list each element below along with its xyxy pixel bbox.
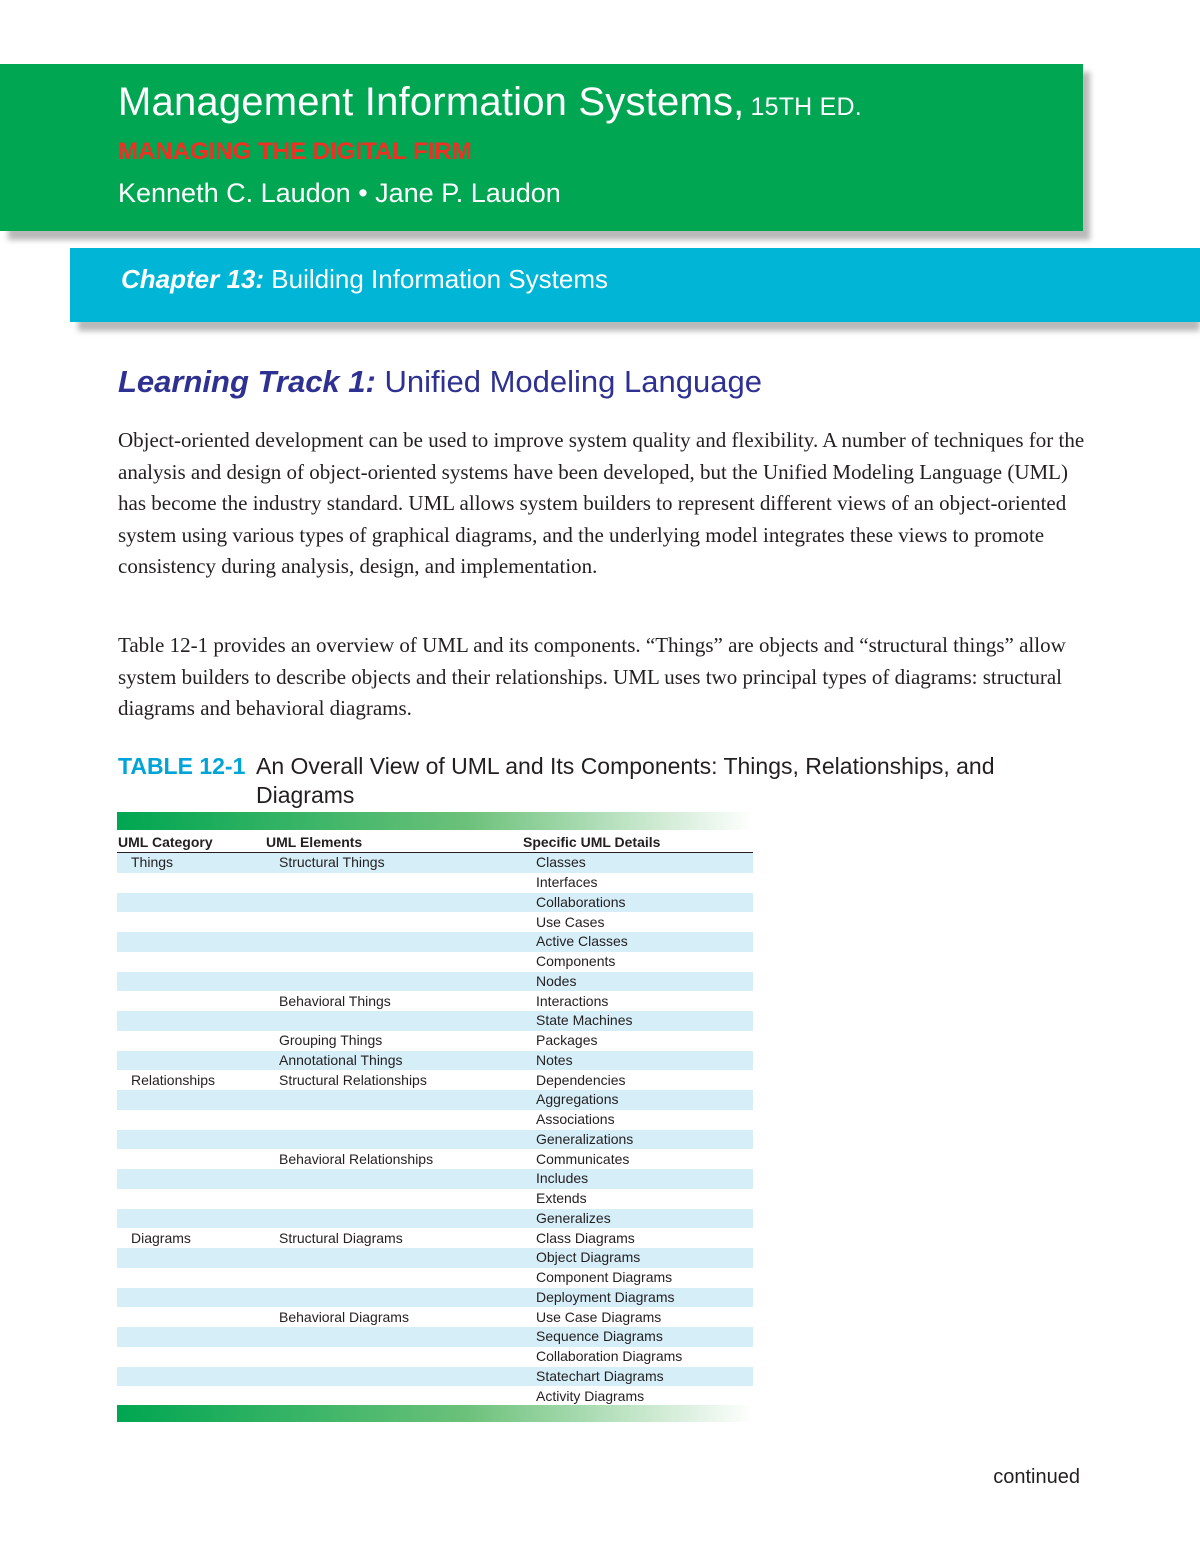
cell-uml-detail: Use Cases — [536, 913, 605, 930]
cell-uml-detail: Communicates — [536, 1150, 630, 1167]
cell-uml-detail: State Machines — [522, 1011, 753, 1031]
header-specific-details: Specific UML Details — [522, 832, 753, 853]
cell-uml-detail: Notes — [522, 1051, 753, 1071]
cell-uml-detail: Classes — [522, 853, 753, 873]
cell-uml-detail: Components — [536, 953, 616, 970]
cell-uml-element — [265, 1268, 522, 1288]
table-row — [117, 1367, 753, 1387]
cell-uml-category — [117, 1169, 265, 1189]
cell-uml-detail: Extends — [536, 1190, 587, 1207]
table-row — [117, 1209, 753, 1229]
table-row — [117, 952, 753, 972]
cell-uml-category — [117, 873, 265, 893]
cell-uml-detail: Use Case Diagrams — [536, 1308, 662, 1325]
cell-uml-category — [117, 1307, 265, 1327]
cell-uml-detail: Generalizations — [522, 1130, 753, 1150]
cell-uml-detail: Activity Diagrams — [536, 1387, 645, 1404]
table-number: TABLE 12-1 — [118, 753, 246, 779]
table-caption — [118, 752, 995, 780]
cell-uml-element: Structural Diagrams — [279, 1229, 403, 1246]
cell-uml-category — [117, 1327, 265, 1347]
cell-uml-detail: Collaborations — [522, 893, 753, 913]
table-row — [117, 1386, 753, 1406]
book-title-text: Management Information Systems, — [118, 80, 745, 124]
cell-uml-element — [265, 1367, 522, 1387]
learning-track-label: Learning Track 1: — [118, 364, 376, 399]
cell-uml-element — [265, 1130, 522, 1150]
table-row — [117, 1149, 753, 1169]
table-row — [117, 1268, 753, 1288]
intro-paragraph: Object-oriented development can be used to improve system quality and flexibility. A number of techniques for the analysis and design of object-oriented systems have been developed, but the Unified Modeling Language (UML) has become the industry standard. UML allows system builders to represent different views of an object-oriented system using various types of graphical diagrams, and the underlying model integrates these views to promote consistency during analysis, design, and implementation. — [118, 428, 1085, 579]
cell-uml-element — [265, 1248, 522, 1268]
table-row — [117, 1011, 753, 1031]
table-row — [117, 1228, 753, 1248]
cell-uml-detail: Collaboration Diagrams — [536, 1348, 683, 1365]
cell-uml-category — [117, 1288, 265, 1308]
cell-uml-category — [117, 932, 265, 952]
cell-uml-detail: Includes — [522, 1169, 753, 1189]
cell-uml-detail: Active Classes — [522, 932, 753, 952]
cell-uml-detail: Statechart Diagrams — [522, 1367, 753, 1387]
uml-table — [117, 832, 753, 1406]
chapter-label: Chapter 13: — [121, 264, 265, 294]
learning-track-title: Unified Modeling Language — [384, 364, 762, 399]
table-row — [117, 1031, 753, 1051]
cell-uml-detail: Interactions — [536, 992, 609, 1009]
table-row — [117, 1090, 753, 1110]
table-row — [117, 873, 753, 893]
cell-uml-element — [265, 1209, 522, 1229]
cell-uml-element — [265, 972, 522, 992]
chapter-title: Building Information Systems — [271, 264, 608, 294]
table-row — [117, 912, 753, 932]
book-subtitle: MANAGING THE DIGITAL FIRM — [118, 138, 472, 165]
cell-uml-category — [117, 1386, 265, 1406]
cell-uml-category — [117, 1248, 265, 1268]
cell-uml-detail: Generalizes — [522, 1209, 753, 1229]
cell-uml-element: Grouping Things — [279, 1032, 383, 1049]
table-row — [117, 1248, 753, 1268]
table-row — [117, 932, 753, 952]
cell-uml-element — [265, 932, 522, 952]
cell-uml-element: Annotational Things — [265, 1051, 522, 1071]
cell-uml-element — [265, 1011, 522, 1031]
table-row — [117, 853, 753, 873]
overview-paragraph: Table 12-1 provides an overview of UML and its components. “Things” are objects and “structural things” allow system builders to describe objects and their relationships. UML uses two principal types of diagrams: structural diagrams and behavioral diagrams. — [118, 633, 1066, 721]
cell-uml-element: Structural Things — [265, 853, 522, 873]
cell-uml-detail: Aggregations — [522, 1090, 753, 1110]
table-row — [117, 1070, 753, 1090]
table-row — [117, 972, 753, 992]
cell-uml-element — [265, 1090, 522, 1110]
chapter-heading — [121, 264, 608, 295]
book-title — [118, 80, 862, 125]
table-row — [117, 1327, 753, 1347]
cell-uml-category: Diagrams — [131, 1229, 191, 1246]
cell-uml-category — [117, 893, 265, 913]
cell-uml-detail: Packages — [536, 1032, 598, 1049]
cell-uml-category: Things — [117, 853, 265, 873]
cell-uml-detail: Component Diagrams — [536, 1269, 673, 1286]
cell-uml-detail: Deployment Diagrams — [522, 1288, 753, 1308]
cell-uml-element — [265, 1327, 522, 1347]
cell-uml-element — [265, 893, 522, 913]
cell-uml-element: Structural Relationships — [279, 1071, 427, 1088]
cell-uml-category — [117, 952, 265, 972]
table-caption-line2: Diagrams — [256, 782, 355, 808]
cell-uml-element — [265, 1386, 522, 1406]
cell-uml-category — [117, 1011, 265, 1031]
table-caption-line1: An Overall View of UML and Its Components: Things, Relationships, and — [256, 753, 995, 779]
cell-uml-category — [117, 1090, 265, 1110]
book-edition: 15TH ED. — [750, 93, 862, 121]
cell-uml-category — [117, 1367, 265, 1387]
table-body — [117, 853, 753, 1407]
cell-uml-detail: Nodes — [522, 972, 753, 992]
cell-uml-element — [265, 1169, 522, 1189]
cell-uml-category — [117, 991, 265, 1011]
cell-uml-element — [265, 1288, 522, 1308]
cell-uml-category — [117, 912, 265, 932]
cell-uml-category — [117, 1149, 265, 1169]
learning-track-heading — [118, 364, 762, 400]
cell-uml-element — [265, 1189, 522, 1209]
cell-uml-category — [117, 1051, 265, 1071]
table-row — [117, 893, 753, 913]
cell-uml-element — [265, 912, 522, 932]
cell-uml-element — [265, 1110, 522, 1130]
cell-uml-detail: Sequence Diagrams — [522, 1327, 753, 1347]
cell-uml-detail: Associations — [536, 1111, 615, 1128]
cell-uml-element: Behavioral Things — [279, 992, 391, 1009]
table-row — [117, 1130, 753, 1150]
cell-uml-category — [117, 1189, 265, 1209]
cell-uml-detail: Dependencies — [536, 1071, 626, 1088]
table-row — [117, 1347, 753, 1367]
table-row — [117, 991, 753, 1011]
header-uml-elements: UML Elements — [265, 832, 522, 853]
table-header-row — [117, 832, 753, 853]
cell-uml-category: Relationships — [131, 1071, 216, 1088]
cell-uml-element — [265, 952, 522, 972]
cell-uml-detail: Interfaces — [536, 874, 598, 891]
cell-uml-element — [265, 873, 522, 893]
cell-uml-category — [117, 1110, 265, 1130]
header-uml-category: UML Category — [117, 832, 265, 853]
cell-uml-category — [117, 1130, 265, 1150]
continued-label: continued — [993, 1466, 1080, 1488]
table-bottom-bar — [117, 1405, 753, 1422]
cell-uml-category — [117, 1268, 265, 1288]
table-row — [117, 1288, 753, 1308]
table-row — [117, 1169, 753, 1189]
table-row — [117, 1110, 753, 1130]
cell-uml-category — [117, 1031, 265, 1051]
book-authors: Kenneth C. Laudon • Jane P. Laudon — [118, 178, 561, 208]
cell-uml-element — [265, 1347, 522, 1367]
cell-uml-category — [117, 1209, 265, 1229]
cell-uml-detail: Object Diagrams — [522, 1248, 753, 1268]
table-row — [117, 1051, 753, 1071]
cell-uml-element: Behavioral Relationships — [279, 1150, 434, 1167]
cell-uml-category — [117, 972, 265, 992]
cell-uml-element: Behavioral Diagrams — [279, 1308, 409, 1325]
table-row — [117, 1189, 753, 1209]
cell-uml-detail: Class Diagrams — [536, 1229, 635, 1246]
table-top-bar — [117, 812, 753, 830]
table-row — [117, 1307, 753, 1327]
cell-uml-category — [117, 1347, 265, 1367]
